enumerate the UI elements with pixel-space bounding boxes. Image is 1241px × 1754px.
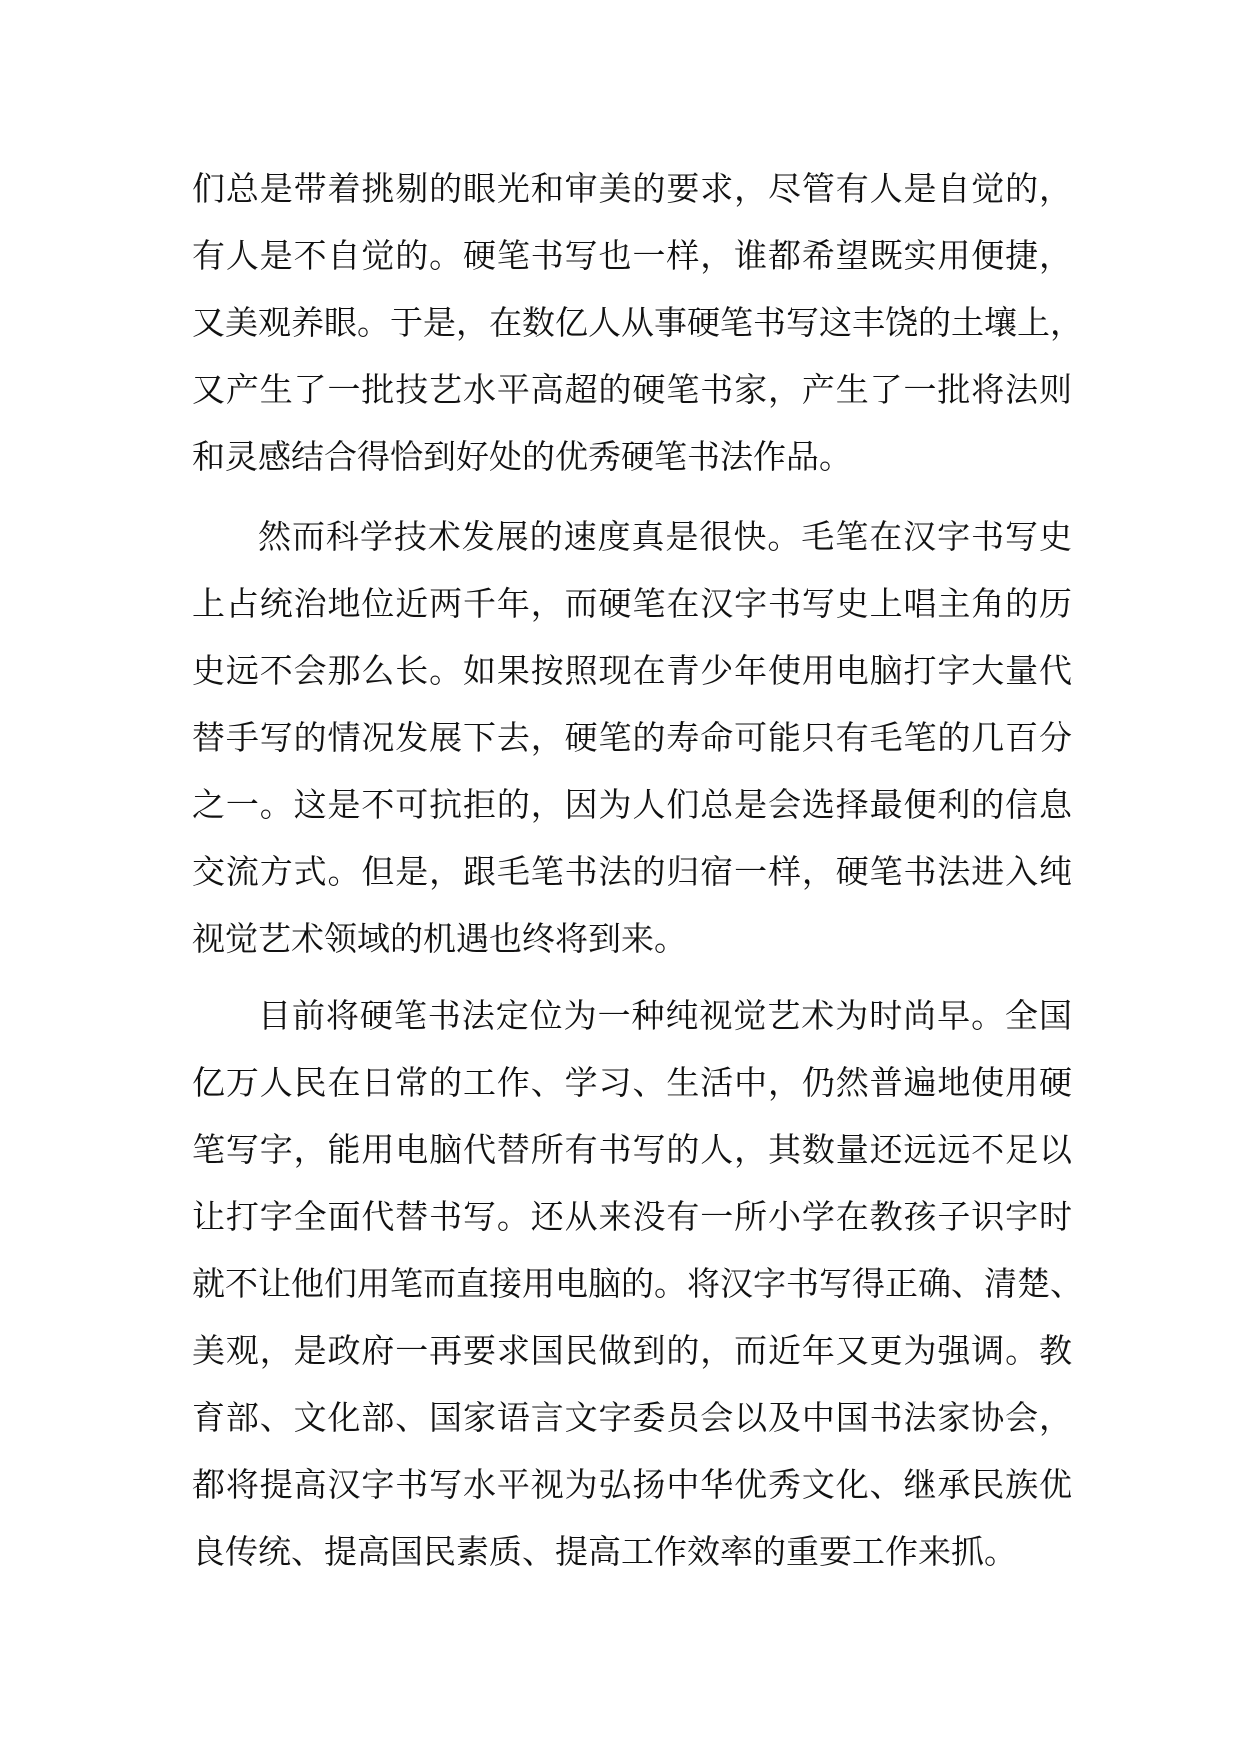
paragraph-line: 都将提高汉字书写水平视为弘扬中华优秀文化、继承民族优 xyxy=(192,1465,1072,1504)
paragraph-2 xyxy=(192,503,1072,972)
paragraph-line: 亿万人民在日常的工作、学习、生活中，仍然普遍地使用硬 xyxy=(192,1063,1072,1102)
paragraph-line: 交流方式。但是，跟毛笔书法的归宿一样，硬笔书法进入纯 xyxy=(192,852,1072,891)
paragraph-line: 视觉艺术领域的机遇也终将到来。 xyxy=(192,919,687,958)
paragraph-line: 有人是不自觉的。硬笔书写也一样，谁都希望既实用便捷， xyxy=(192,236,1072,275)
paragraph-line: 目前将硬笔书法定位为一种纯视觉艺术为时尚早。全国 xyxy=(258,996,1072,1035)
paragraph-line: 育部、文化部、国家语言文字委员会以及中国书法家协会， xyxy=(192,1398,1072,1437)
paragraph-line: 替手写的情况发展下去，硬笔的寿命可能只有毛笔的几百分 xyxy=(192,718,1072,757)
paragraph-line: 就不让他们用笔而直接用电脑的。将汉字书写得正确、清楚、 xyxy=(192,1264,1083,1303)
paragraph-line: 之一。这是不可抗拒的，因为人们总是会选择最便利的信息 xyxy=(192,785,1072,824)
paragraph-line: 笔写字，能用电脑代替所有书写的人，其数量还远远不足以 xyxy=(192,1130,1072,1169)
paragraph-line: 美观，是政府一再要求国民做到的，而近年又更为强调。教 xyxy=(192,1331,1072,1370)
paragraph-1 xyxy=(192,155,1083,490)
paragraph-line: 良传统、提高国民素质、提高工作效率的重要工作来抓。 xyxy=(192,1532,1017,1571)
paragraph-line: 又美观养眼。于是，在数亿人从事硬笔书写这丰饶的土壤上， xyxy=(192,303,1083,342)
paragraph-line: 和灵感结合得恰到好处的优秀硬笔书法作品。 xyxy=(192,437,852,476)
paragraph-line: 们总是带着挑剔的眼光和审美的要求，尽管有人是自觉的， xyxy=(192,169,1072,208)
paragraph-line: 然而科学技术发展的速度真是很快。毛笔在汉字书写史 xyxy=(258,517,1072,556)
paragraph-line: 让打字全面代替书写。还从来没有一所小学在教孩子识字时 xyxy=(192,1197,1072,1236)
paragraph-3 xyxy=(192,982,1083,1585)
paragraph-line: 史远不会那么长。如果按照现在青少年使用电脑打字大量代 xyxy=(192,651,1072,690)
paragraph-line: 又产生了一批技艺水平高超的硬笔书家，产生了一批将法则 xyxy=(192,370,1072,409)
paragraph-line: 上占统治地位近两千年，而硬笔在汉字书写史上唱主角的历 xyxy=(192,584,1072,623)
